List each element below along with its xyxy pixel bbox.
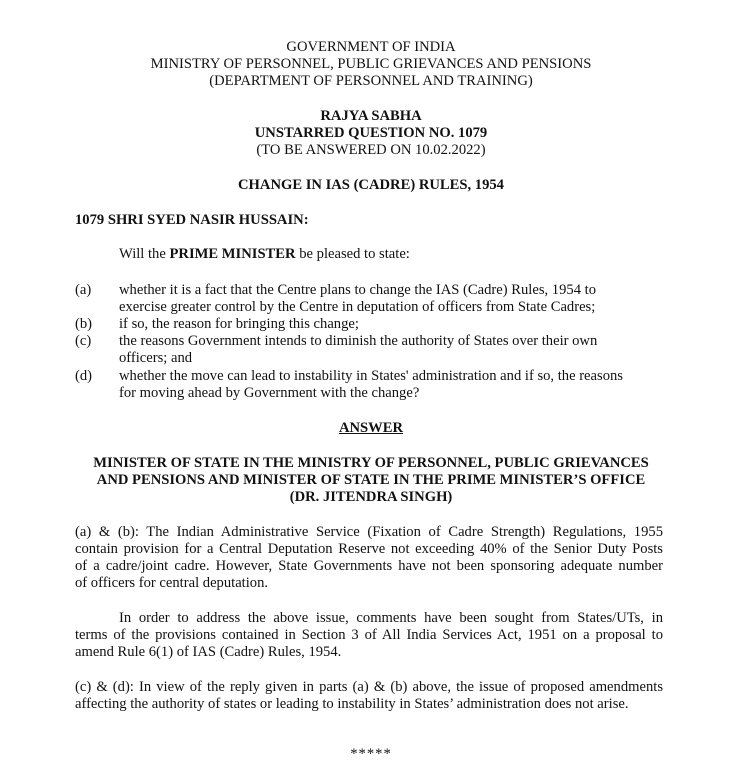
answer-p2-line-2: terms of the provisions contained in Section 3 of All India Services Act, 1951 on a proposal to	[75, 627, 663, 643]
item-label-a: (a)	[75, 282, 92, 298]
answer-p1-line-3: of a cadre/joint cadre. However, State Governments have not been sponsoring adequate number	[75, 558, 663, 574]
question-intro: Will the PRIME MINISTER be pleased to state:	[119, 246, 410, 262]
question-number: UNSTARRED QUESTION NO. 1079	[254, 125, 488, 141]
item-d-line-1: whether the move can lead to instability in States' administration and if so, the reasons	[119, 368, 623, 384]
minister-line-1: MINISTER OF STATE IN THE MINISTRY OF PERSONNEL, PUBLIC GRIEVANCES	[93, 455, 649, 471]
item-a-line-2: exercise greater control by the Centre in deputation of officers from State Cadres;	[119, 299, 596, 315]
header-department: (DEPARTMENT OF PERSONNEL AND TRAINING)	[209, 73, 533, 89]
answer-p2-line-3: amend Rule 6(1) of IAS (Cadre) Rules, 1954.	[75, 644, 342, 660]
item-c-line-2: officers; and	[119, 350, 193, 366]
header-ministry: MINISTRY OF PERSONNEL, PUBLIC GRIEVANCES AND PENSIONS	[150, 56, 592, 72]
house-name: RAJYA SABHA	[320, 108, 422, 124]
question-subject: CHANGE IN IAS (CADRE) RULES, 1954	[238, 177, 504, 193]
item-c-line-1: the reasons Government intends to diminish the authority of States over their own	[119, 333, 598, 349]
answer-heading: ANSWER	[338, 420, 404, 436]
answer-p3-line-2: affecting the authority of states or leading to instability in States’ administration does not arise.	[75, 696, 629, 712]
answer-p2-line-1: In order to address the above issue, comments have been sought from States/UTs, in	[119, 610, 663, 626]
answer-p1-line-2: contain provision for a Central Deputation Reserve not exceeding 40% of the Senior Duty Posts	[75, 541, 663, 557]
answer-p1-line-4: of officers for central deputation.	[75, 575, 269, 591]
addressee: PRIME MINISTER	[169, 246, 296, 262]
answer-paragraph-1	[75, 524, 663, 592]
item-a-line-1: whether it is a fact that the Centre plans to change the IAS (Cadre) Rules, 1954 to	[119, 282, 596, 298]
header-government: GOVERNMENT OF INDIA	[286, 39, 456, 55]
answer-paragraph-3	[75, 679, 663, 713]
member-name: 1079 SHRI SYED NASIR HUSSAIN:	[75, 212, 309, 228]
answer-paragraph-2	[75, 610, 663, 661]
item-label-b: (b)	[75, 316, 93, 332]
answer-p3-line-1: (c) & (d): In view of the reply given in parts (a) & (b) above, the issue of proposed amendments	[75, 679, 663, 695]
item-b-line-1: if so, the reason for bringing this change;	[119, 316, 359, 332]
answer-date: (TO BE ANSWERED ON 10.02.2022)	[256, 142, 486, 158]
item-label-c: (c)	[75, 333, 92, 349]
minister-name: (DR. JITENDRA SINGH)	[289, 489, 453, 505]
minister-line-2: AND PENSIONS AND MINISTER OF STATE IN THE PRIME MINISTER’S OFFICE	[96, 472, 646, 488]
item-label-d: (d)	[75, 368, 93, 384]
item-d-line-2: for moving ahead by Government with the change?	[119, 385, 420, 401]
end-marker: *****	[350, 746, 392, 762]
answer-p1-line-1: (a) & (b): The Indian Administrative Service (Fixation of Cadre Strength) Regulations, 1955	[75, 524, 663, 540]
